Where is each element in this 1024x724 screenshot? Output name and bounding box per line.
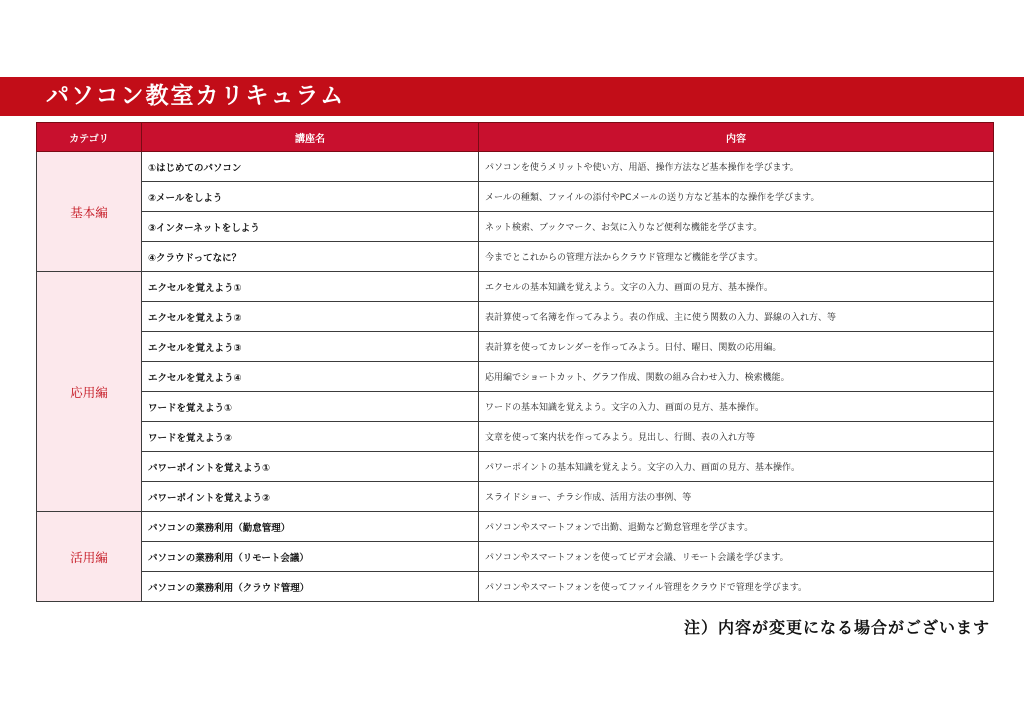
table-body — [37, 152, 994, 602]
course-content: パソコンやスマートフォンで出勤、退勤など勤怠管理を学びます。 — [479, 512, 994, 542]
course-name: ④クラウドってなに？ — [142, 242, 479, 272]
course-content: 表計算使って名簿を作ってみよう。表の作成、主に使う関数の入力、罫線の入れ方、等 — [479, 302, 994, 332]
course-content: 今までとこれからの管理方法からクラウド管理など機能を学びます。 — [479, 242, 994, 272]
table-row — [37, 542, 994, 572]
course-content: パソコンを使うメリットや使い方、用語、操作方法など基本操作を学びます。 — [479, 152, 994, 182]
table-row — [37, 272, 994, 302]
table-row — [37, 302, 994, 332]
table-row — [37, 212, 994, 242]
table-header-row — [37, 123, 994, 152]
header-content: 内容 — [479, 123, 994, 152]
course-content: スライドショー、チラシ作成、活用方法の事例、等 — [479, 482, 994, 512]
course-content: 表計算を使ってカレンダーを作ってみよう。日付、曜日、関数の応用編。 — [479, 332, 994, 362]
table-row — [37, 572, 994, 602]
course-name: ワードを覚えよう① — [142, 392, 479, 422]
header-category: カテゴリ — [37, 123, 142, 152]
course-name: パワーポイントを覚えよう① — [142, 452, 479, 482]
course-content: パソコンやスマートフォンを使ってビデオ会議、リモート会議を学びます。 — [479, 542, 994, 572]
course-content: パワーポイントの基本知識を覚えよう。文字の入力、画面の見方、基本操作。 — [479, 452, 994, 482]
change-notice: 注）内容が変更になる場合がございます — [683, 618, 990, 637]
table-row — [37, 362, 994, 392]
course-name: ②メールをしよう — [142, 182, 479, 212]
course-name: パソコンの業務利用（クラウド管理） — [142, 572, 479, 602]
table-row — [37, 152, 994, 182]
course-name: ①はじめてのパソコン — [142, 152, 479, 182]
course-content: ネット検索、ブックマーク、お気に入りなど便利な機能を学びます。 — [479, 212, 994, 242]
course-name: ③インターネットをしよう — [142, 212, 479, 242]
table-row — [37, 392, 994, 422]
course-name: パソコンの業務利用（勤怠管理） — [142, 512, 479, 542]
table-row — [37, 242, 994, 272]
table-header — [37, 123, 994, 152]
category-cell-basic: 基本編 — [37, 152, 142, 272]
title-bar — [0, 77, 1024, 116]
course-name: エクセルを覚えよう③ — [142, 332, 479, 362]
table-row — [37, 482, 994, 512]
course-content: メールの種類、ファイルの添付やPCメールの送り方など基本的な操作を学びます。 — [479, 182, 994, 212]
page-title: パソコン教室カリキュラム — [46, 83, 346, 109]
table-row — [37, 332, 994, 362]
course-name: パソコンの業務利用（リモート会議） — [142, 542, 479, 572]
course-content: ワードの基本知識を覚えよう。文字の入力、画面の見方、基本操作。 — [479, 392, 994, 422]
course-name: エクセルを覚えよう② — [142, 302, 479, 332]
course-name: パワーポイントを覚えよう② — [142, 482, 479, 512]
course-content: エクセルの基本知識を覚えよう。文字の入力、画面の見方、基本操作。 — [479, 272, 994, 302]
table-row — [37, 512, 994, 542]
course-name: エクセルを覚えよう④ — [142, 362, 479, 392]
table-row — [37, 182, 994, 212]
course-name: ワードを覚えよう② — [142, 422, 479, 452]
curriculum-table — [36, 122, 994, 602]
course-content: 応用編でショートカット、グラフ作成、関数の組み合わせ入力、検索機能。 — [479, 362, 994, 392]
course-name: エクセルを覚えよう① — [142, 272, 479, 302]
header-course: 講座名 — [142, 123, 479, 152]
category-cell-advanced: 応用編 — [37, 272, 142, 512]
category-cell-practical: 活用編 — [37, 512, 142, 602]
course-content: 文章を使って案内状を作ってみよう。見出し、行間、表の入れ方等 — [479, 422, 994, 452]
table-row — [37, 452, 994, 482]
course-content: パソコンやスマートフォンを使ってファイル管理をクラウドで管理を学びます。 — [479, 572, 994, 602]
table-row — [37, 422, 994, 452]
